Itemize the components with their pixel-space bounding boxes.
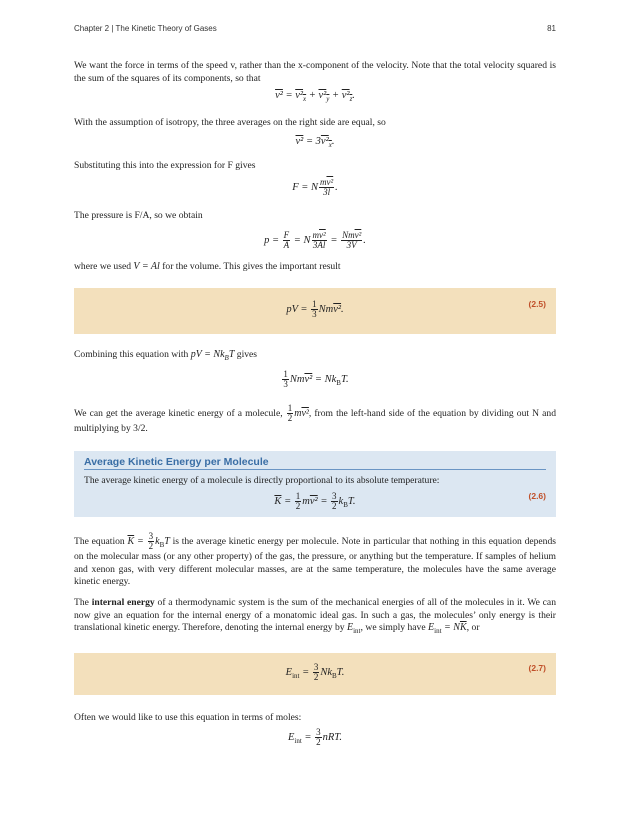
- paragraph: Combining this equation with pV = $Nk_BT$ gives: [74, 349, 258, 362]
- equation-pressure: p = $\frac{F}{A}$ = N $\frac{\text{mv²}}{3Al}$ = Nmv² 3V .: [264, 230, 366, 250]
- paragraph: The equation $\overline{K}$ = $\frac{3}{2}$ $k_BT$ is the average kinetic energy per molecule. Note in particular that nothing in this equation depends on the molecular mass (or any other property) of the gas, the pressure, or anything but the temperature. If samples of helium and xenon gas, with very different molecular masses, are at the same temperature, the molecules have the same average kinetic energy.: [74, 531, 557, 588]
- paragraph: The pressure is F/A, so we obtain: [74, 210, 203, 221]
- equation-pV: pV = $\frac{1}{3}$ Nmv².: [286, 299, 344, 319]
- equation-combined: $\frac{1}{3}$ $Nmv^2 = Nk_BT$.: [283, 369, 349, 389]
- equation-internal-energy-moles: $E_{int}$ = $\frac{3}{2}$ nRT.: [287, 727, 342, 747]
- paragraph: With the assumption of isotropy, the three averages on the right side are equal, so: [74, 117, 386, 128]
- equation-average-kinetic-energy: $\overline{K}$ = $\frac{1}{2}$ mv² = $\frac{3}{2}$ $k_BT$.: [274, 491, 356, 511]
- term-internal-energy: internal energy: [91, 597, 155, 608]
- box-text: The average kinetic energy of a molecule is directly proportional to its absolute temperature:: [84, 475, 440, 486]
- equation-force: F = N $\frac{\text{mv²}}{3l}$ .: [292, 177, 338, 197]
- definition-box-2-6: [74, 451, 556, 517]
- paragraph: The internal energy of a thermodynamic system is the sum of the mechanical energies of all of the molecules in it. We can now give an equation for the internal energy of a monatomic ideal gas. In such a gas, the molecules’ only energy is their translational kinetic energy. Therefore, denoting the internal energy by $E_{int}$, we simply have $E_{int} = N\overline{K}$, or: [74, 597, 556, 635]
- paragraph: Often we would like to use this equation in terms of moles:: [74, 712, 302, 723]
- box-title-rule: [84, 469, 546, 470]
- equation-number: (2.5): [528, 299, 546, 309]
- paragraph: where we used V = Al for the volume. This gives the important result: [74, 261, 341, 272]
- equation-velocity-components: $v^2 = v^2_x + v^2_y + v^2_z$.: [275, 90, 355, 104]
- equation-box-2-7: [74, 653, 556, 695]
- equation-number: (2.7): [528, 663, 546, 673]
- page-number: 81: [547, 24, 556, 33]
- equation-internal-energy: $E_{int}$ = $\frac{3}{2}$ $Nk_BT$.: [285, 662, 345, 682]
- paragraph: We can get the average kinetic energy of a molecule, $\frac{1}{2}$ mv², from the left-hand side of the equation by dividing out N and multiplying by 3/2.: [74, 403, 556, 434]
- paragraph: Substituting this into the expression for F gives: [74, 160, 256, 171]
- chapter-header: Chapter 2 | The Kinetic Theory of Gases: [74, 24, 217, 33]
- box-title: Average Kinetic Energy per Molecule: [84, 456, 269, 468]
- paragraph: We want the force in terms of the speed v, rather than the x-component of the velocity. Note that the total velocity squared is the sum of the squares of its components, so that: [74, 60, 556, 84]
- equation-isotropy: $v^2 = 3v^2_x$.: [295, 136, 335, 150]
- equation-number: (2.6): [528, 491, 546, 501]
- equation-box-2-5: [74, 288, 556, 334]
